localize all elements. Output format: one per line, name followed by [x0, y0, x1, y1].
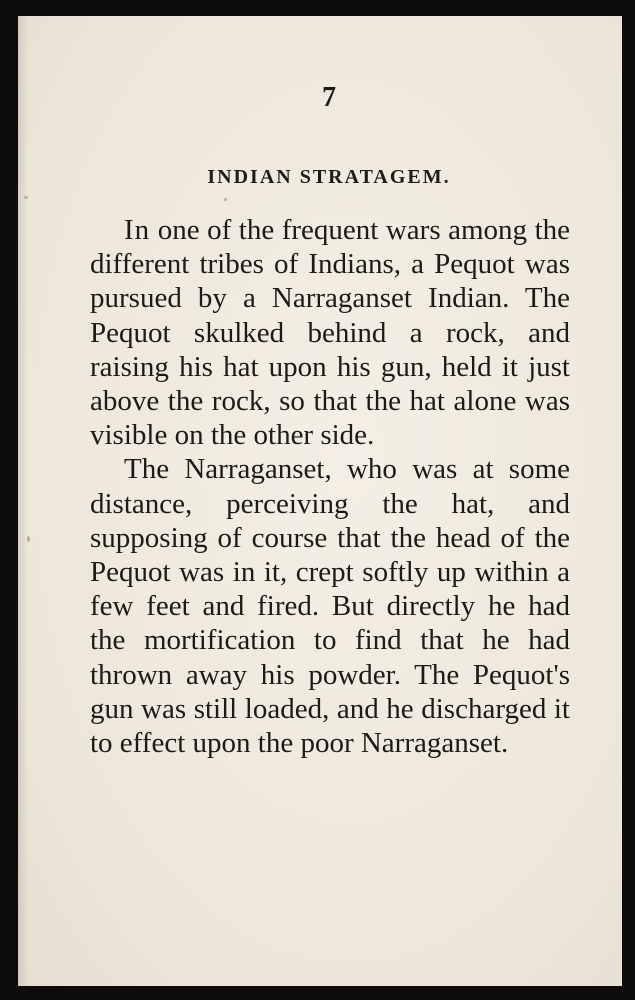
- gutter-shadow: [18, 16, 28, 986]
- paragraph-1-text: one of the frequent wars among the different tribes of Indians, a Pequot was pursued by a Narraganset Indian. The Pequot skulked behind a rock, and raising his hat upon his gun, held it just above the rock, so that the hat alone was visible on the other side.: [90, 214, 570, 452]
- paragraph-2: The Narraganset, who was at some distance, perceiving the hat, and supposing of course that the head of the Pequot was in it, crept softly up within a few feet and fired. But directly he had the mortification to find that he had thrown away his powder. The Pequot's gun was still loaded, and he discharged it to effect upon the poor Narraganset.: [90, 453, 570, 760]
- paper-speck: [224, 198, 227, 201]
- lead-small-caps: In: [124, 214, 151, 246]
- paper-speck: [27, 536, 30, 542]
- page-number: 7: [322, 82, 336, 113]
- section-heading: INDIAN STRATAGEM.: [207, 166, 451, 188]
- paper-speck: [24, 196, 28, 199]
- book-page: [18, 16, 622, 986]
- paragraph-1: [90, 213, 570, 452]
- story-text: [90, 213, 570, 760]
